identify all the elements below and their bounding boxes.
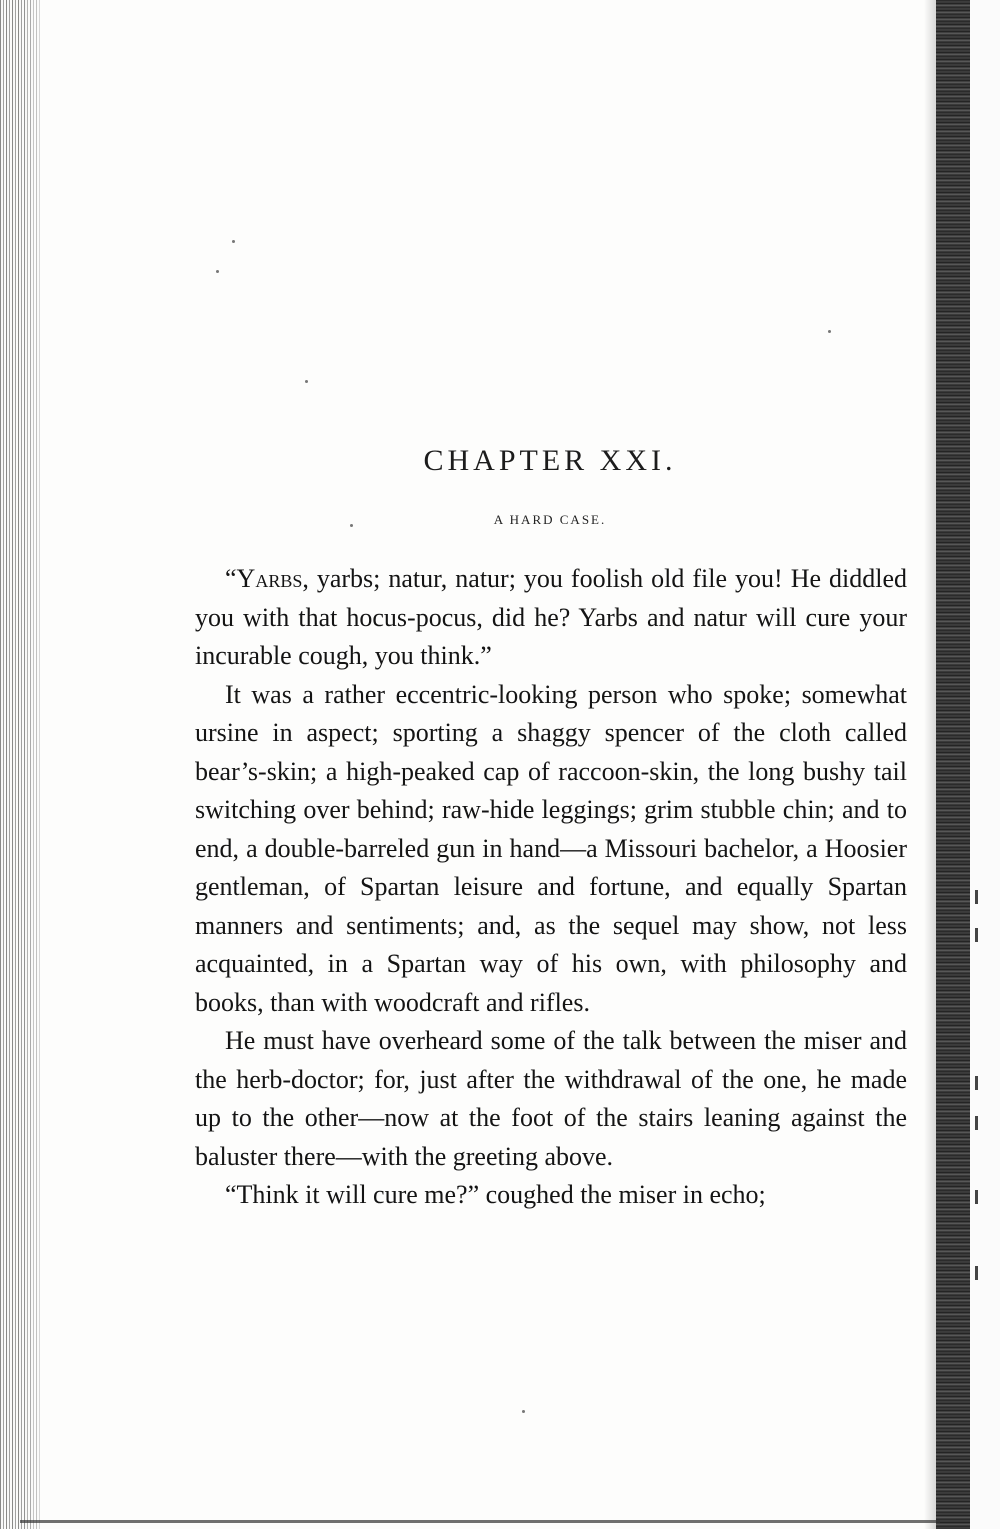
bottom-page-edge <box>20 1520 940 1523</box>
paragraph <box>195 676 907 1023</box>
chapter-title: CHAPTER XXI. <box>423 444 677 477</box>
bleed-mark <box>975 1266 978 1280</box>
right-page-edge <box>936 0 970 1529</box>
binding-gutter-fade <box>22 0 52 1529</box>
speck <box>828 330 831 333</box>
paragraph <box>195 1022 907 1176</box>
speck <box>232 240 235 243</box>
bleed-mark <box>975 1190 978 1204</box>
speck <box>522 1410 525 1413</box>
bleed-mark <box>975 1116 978 1130</box>
chapter-subtitle: A HARD CASE. <box>493 512 607 527</box>
speck <box>305 380 308 383</box>
paragraph-lead: “Yarbs, <box>225 564 309 593</box>
paragraph-text: yarbs; natur, natur; you foolish old file you! He diddled you with that hocus-pocus, did he? Yarbs and natur will cure your incurable cough, you think.” <box>195 564 907 670</box>
paragraph <box>195 1176 907 1215</box>
right-page-shadow <box>924 0 936 1529</box>
speck <box>216 270 219 273</box>
right-margin-outer <box>970 0 1000 1529</box>
paragraph-text: “Think it will cure me?” coughed the miser in echo; <box>225 1180 766 1209</box>
paragraph-text: He must have overheard some of the talk between the miser and the herb-doctor; for, just after the withdrawal of the one, he made up to the other—now at the foot of the stairs leaning against the baluster there—with the greeting above. <box>195 1026 907 1171</box>
chapter-body <box>195 560 907 1215</box>
paragraph <box>195 560 907 676</box>
paragraph-text: It was a rather eccentric-looking person who spoke; somewhat ursine in aspect; sporting a shaggy spencer of the cloth called bear’s-skin; a high-peaked cap of raccoon-skin, the long bushy tail switching over behind; raw-hide leggings; grim stubble chin; and to end, a double-barreled gun in hand—a Missouri bachelor, a Hoosier gentleman, of Spartan leisure and fortune, and equally Spartan manners and sentiments; and, as the sequel may show, not less acquainted, in a Spartan way of his own, with philosophy and books, than with woodcraft and rifles. <box>195 679 907 1017</box>
bleed-mark <box>975 928 978 942</box>
bleed-mark <box>975 890 978 904</box>
bleed-mark <box>975 1076 978 1090</box>
